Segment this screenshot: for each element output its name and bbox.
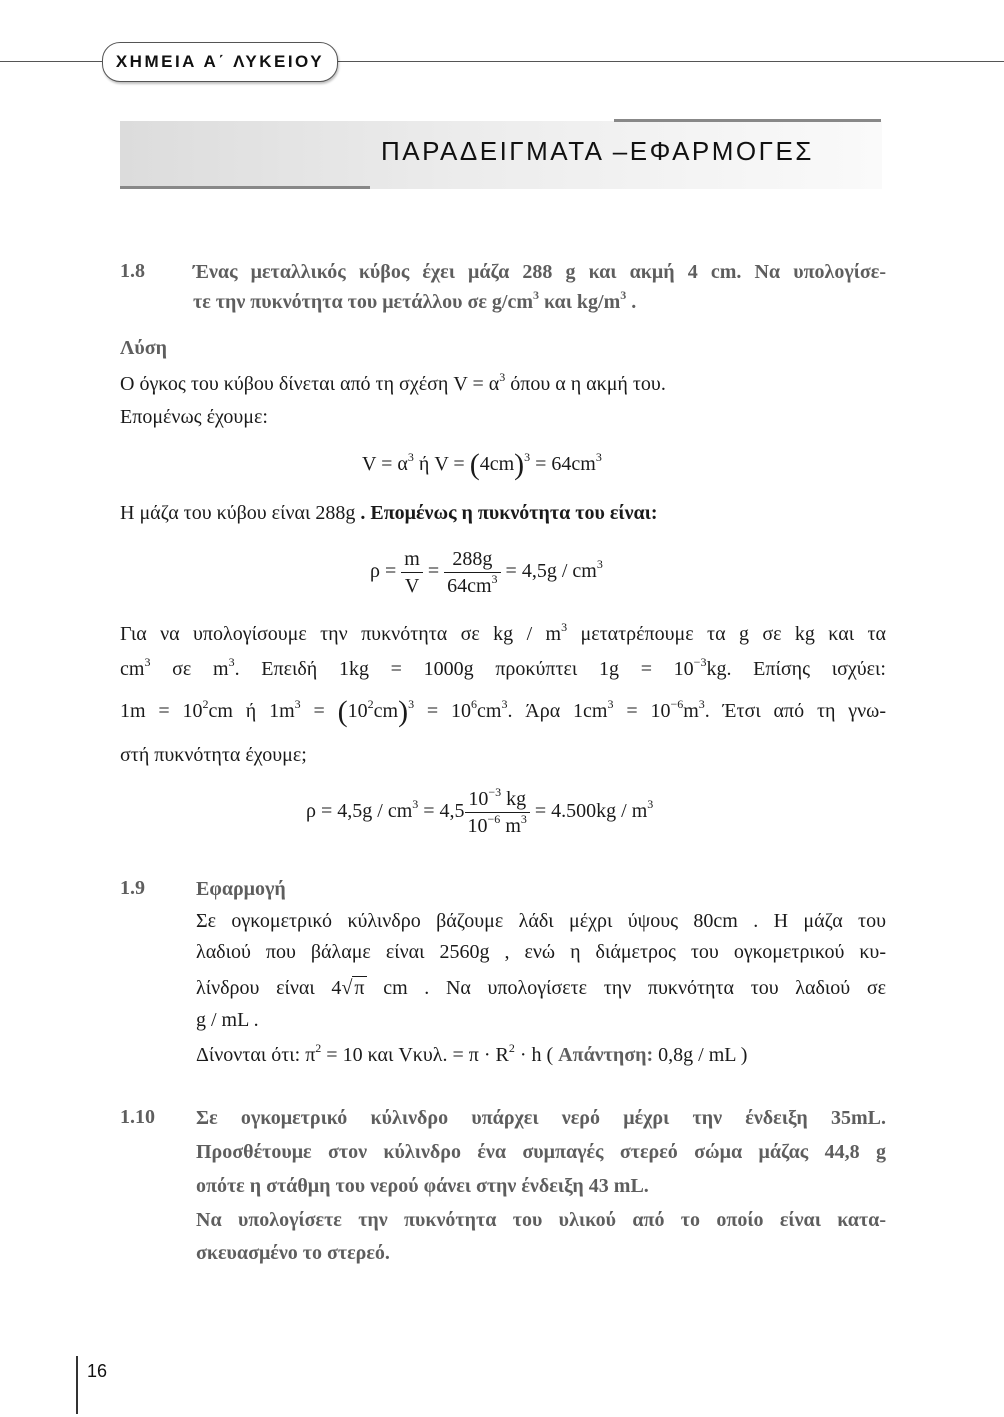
exercise-statement: Προσθέτουμε στον κύλινδρο ένα συμπαγές στερεό σώμα μάζας 44,8 g <box>196 1141 886 1163</box>
solution-text: Η μάζα του κύβου είναι 288g . Επομένως η πυκνότητα του είναι: <box>120 502 658 524</box>
solution-text: στή πυκνότητα έχουμε; <box>120 744 307 766</box>
exercise-heading: Εφαρμογή <box>196 878 286 900</box>
page-number: 16 <box>87 1361 108 1381</box>
density-conversion-equation: $\rho = 4,5g / cm^3 = 4,5$ $\frac{10^{-3} kg}{10^{-6} m^3}$ = $4.500kg / m^3$ <box>306 785 654 837</box>
exercise-text: Δίνονται ότι: $\pi^2 = 10$ και Vκυλ. = $\pi \cdot R^2 \cdot h$ ( Απάντηση: 0,8g / mL ) <box>196 1041 748 1066</box>
fraction: $\frac{288g}{64cm^3}$ <box>444 546 500 599</box>
section-title: ΠΑΡΑΔΕΙΓΜΑΤΑ –ΕΦΑΡΜΟΓΕΣ <box>381 136 814 166</box>
book-title: ΧΗΜΕΙΑ Α΄ ΛΥΚΕΙΟΥ <box>102 42 338 82</box>
exercise-text: g / mL . <box>196 1009 259 1031</box>
exercise-number: 1.9 <box>120 877 145 899</box>
exercise-number: 1.8 <box>120 260 145 282</box>
exercise-statement: Σε ογκομετρικό κύλινδρο υπάρχει νερό μέχρι την ένδειξη 35mL. <box>196 1107 886 1129</box>
solution-text: Ο όγκος του κύβου δίνεται από τη σχέση $V = \alpha^3$ όπου α η ακμή του. <box>120 370 666 395</box>
solution-text: Για να υπολογίσουμε την πυκνότητα σε kg / $m^3$ μετατρέπουμε τα g σε kg και τα <box>120 620 886 645</box>
fraction: $\frac{10^{-3} kg}{10^{-6} m^3}$ <box>465 786 530 839</box>
fraction: $\frac{m}{V}$ <box>401 546 423 599</box>
solution-text: $cm^3$ σε $m^3$. Επειδή 1kg = 1000g προκύπτει $1g = 10^{-3}kg$. Επίσης ισχύει: <box>120 655 886 680</box>
exercise-statement: οπότε η στάθμη του νερού φάνει στην ένδειξη 43 mL. <box>196 1175 649 1197</box>
solution-text: Επομένως έχουμε: <box>120 406 268 428</box>
exercise-statement: σκευασμένο το στερεό. <box>196 1242 390 1264</box>
title-top-bar <box>614 119 881 122</box>
exercise-number: 1.10 <box>120 1106 155 1128</box>
title-bottom-bar <box>120 186 370 189</box>
exercise-statement: Να υπολογίσετε την πυκνότητα του υλικού από το οποίο είναι κατα- <box>196 1209 886 1231</box>
solution-text: $1m = 10^2cm$ ή $1m^3 = (10^2cm)^3 = 10^6cm^3$. Άρα $1cm^3 = 10^{-6}m^3$. Έτσι από τη γνω- <box>120 695 887 728</box>
exercise-text: Σε ογκομετρικό κύλινδρο βάζουμε λάδι μέχρι ύψους 80cm . Η μάζα του <box>196 910 886 932</box>
density-equation: ρ = $\frac{m}{V}$ = $\frac{288g}{64cm^3}$ = $4,5g / cm^3$ <box>370 548 603 597</box>
exercise-text: λαδιού που βάλαμε είναι 2560g , ενώ η διάμετρος του ογκομετρικού κυ- <box>196 941 886 963</box>
solution-label: Λύση <box>120 337 167 359</box>
exercise-text: λίνδρου είναι 4√ π cm . Να υπολογίσετε την πυκνότητα του λαδιού σε <box>196 977 887 999</box>
footer-rule <box>76 1356 78 1414</box>
exercise-statement: Ένας μεταλλικός κύβος έχει μάζα 288 g και ακμή 4 cm. Να υπολογίσε- <box>193 261 886 283</box>
volume-equation: $V = \alpha^3$ ή $V = (4cm)^3 = 64cm^3$ <box>362 448 602 481</box>
exercise-statement: τε την πυκνότητα του μετάλλου σε $g/cm^3$ και $kg/m^3$ . <box>193 288 637 313</box>
